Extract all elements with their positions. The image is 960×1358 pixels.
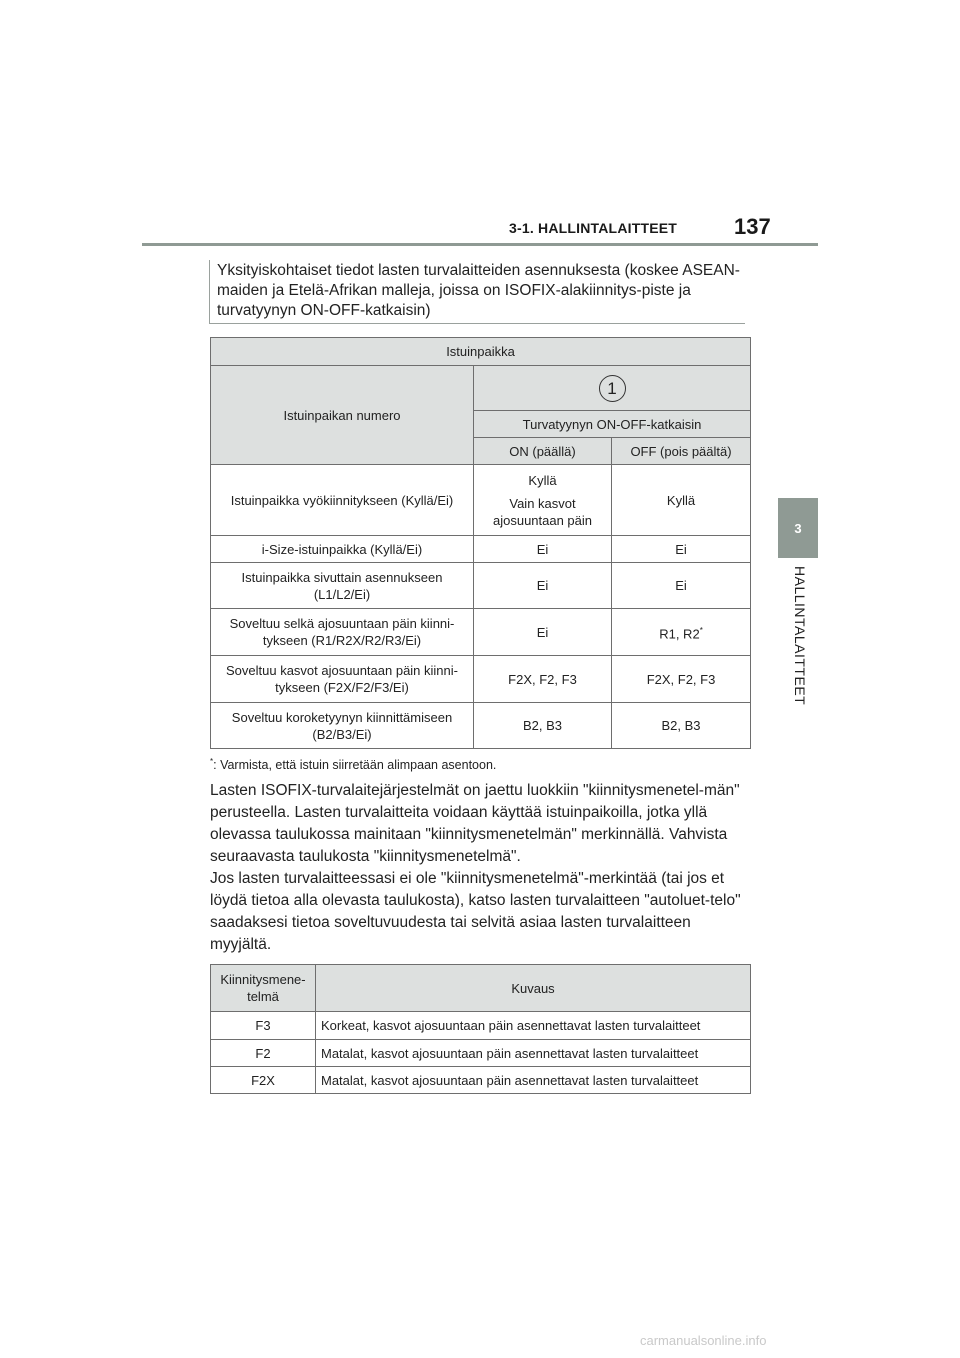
intro-text: Yksityiskohtaiset tiedot lasten turvalaitteiden asennuksesta (koskee ASEAN-maiden ja Etelä-Afrikan malleja, joissa on ISOFIX-alakiinnitys-piste ja turvatyynyn ON-OFF-katkaisin) [217, 262, 740, 319]
cell-on-line2: Vain kasvot ajosuuntaan päin [492, 495, 593, 528]
seat-position-table [210, 337, 751, 749]
footnote-mark: * [210, 757, 214, 766]
row-label: Istuinpaikka sivuttain asennukseen (L1/L2/Ei) [211, 563, 474, 609]
row-label: Istuinpaikka vyökiinnitykseen (Kyllä/Ei) [211, 465, 474, 536]
table-row [211, 563, 751, 609]
body-paragraph: Jos lasten turvalaitteessasi ei ole "kiinnitysmenetelmä"-merkintää (tai jos et löydä tietoa alla olevasta taulukosta), katso lasten turvalaitteen "autoluet-telo" saadaksesi tietoa soveltuvuudesta tai selvitä asiaa lasten turvalaitteen myyjältä. [210, 870, 741, 953]
table-row [211, 465, 751, 536]
table-row [211, 609, 751, 656]
row-label: Soveltuu selkä ajosuuntaan päin kiinni-tykseen (R1/R2X/R2/R3/Ei) [211, 609, 474, 656]
cell-off: Ei [612, 536, 751, 563]
watermark: carmanualsonline.info [640, 1333, 767, 1348]
seat-number-badge: 1 [599, 375, 626, 402]
cell-on [474, 465, 612, 536]
col-method: Kiinnitysmene-telmä [211, 965, 316, 1012]
page-number: 137 [734, 214, 771, 239]
intro-box [209, 260, 745, 324]
col-off: OFF (pois päältä) [612, 438, 751, 465]
chapter-number: 3 [794, 520, 802, 536]
cell-off: B2, B3 [612, 703, 751, 749]
method-cell: F2 [211, 1040, 316, 1067]
switch-label: Turvatyynyn ON-OFF-katkaisin [474, 411, 751, 438]
table-row [211, 703, 751, 749]
table-row [211, 1067, 751, 1094]
footnote-text: : Varmista, että istuin siirretään alimpaan asentoon. [213, 758, 497, 773]
method-cell: F2X [211, 1067, 316, 1094]
seat-number-cell [474, 366, 751, 411]
desc-cell: Korkeat, kasvot ajosuuntaan päin asennettavat lasten turvalaitteet [316, 1012, 751, 1040]
cell-off: Kyllä [612, 465, 751, 536]
cell-on: Ei [474, 563, 612, 609]
seat-number-label: Istuinpaikan numero [211, 366, 474, 465]
col-on: ON (päällä) [474, 438, 612, 465]
cell-on: B2, B3 [474, 703, 612, 749]
table-row [211, 536, 751, 563]
table-row [211, 1012, 751, 1040]
footnote [210, 757, 496, 772]
cell-on: F2X, F2, F3 [474, 656, 612, 703]
cell-on: Ei [474, 609, 612, 656]
row-label: Soveltuu kasvot ajosuuntaan päin kiinni-tykseen (F2X/F2/F3/Ei) [211, 656, 474, 703]
cell-off-value: R1, R2 [659, 626, 700, 642]
chapter-label: HALLINTALAITTEET [792, 566, 808, 706]
desc-cell: Matalat, kasvot ajosuuntaan päin asennettavat lasten turvalaitteet [316, 1067, 751, 1094]
cell-on-line1: Kyllä [528, 472, 557, 488]
section-title: 3-1. HALLINTALAITTEET [509, 220, 678, 236]
row-label: Soveltuu koroketyynyn kiinnittämiseen (B2/B3/Ei) [211, 703, 474, 749]
cell-on: Ei [474, 536, 612, 563]
row-label: i-Size-istuinpaikka (Kyllä/Ei) [211, 536, 474, 563]
chapter-tab [778, 498, 818, 558]
body-text [210, 780, 750, 956]
cell-off [612, 609, 751, 656]
col-desc: Kuvaus [316, 965, 751, 1012]
cell-off: Ei [612, 563, 751, 609]
desc-cell: Matalat, kasvot ajosuuntaan päin asennettavat lasten turvalaitteet [316, 1040, 751, 1067]
method-cell: F3 [211, 1012, 316, 1040]
header-rule [142, 243, 818, 246]
cell-off: F2X, F2, F3 [612, 656, 751, 703]
table-row [211, 1040, 751, 1067]
footnote-marker: * [699, 625, 703, 635]
table-row [211, 656, 751, 703]
table-title: Istuinpaikka [211, 338, 751, 366]
body-paragraph: Lasten ISOFIX-turvalaitejärjestelmät on jaettu luokkiin "kiinnitysmenetel-män" perusteella. Lasten turvalaitteita voidaan käyttää istuinpaikoilla, jotka yllä olevassa taulukossa mainitaan "kiinnitysmenetelmän" merkinnällä. Vahvista seuraavasta taulukosta "kiinnitysmenetelmä". [210, 782, 740, 865]
fixture-method-table [210, 964, 751, 1094]
